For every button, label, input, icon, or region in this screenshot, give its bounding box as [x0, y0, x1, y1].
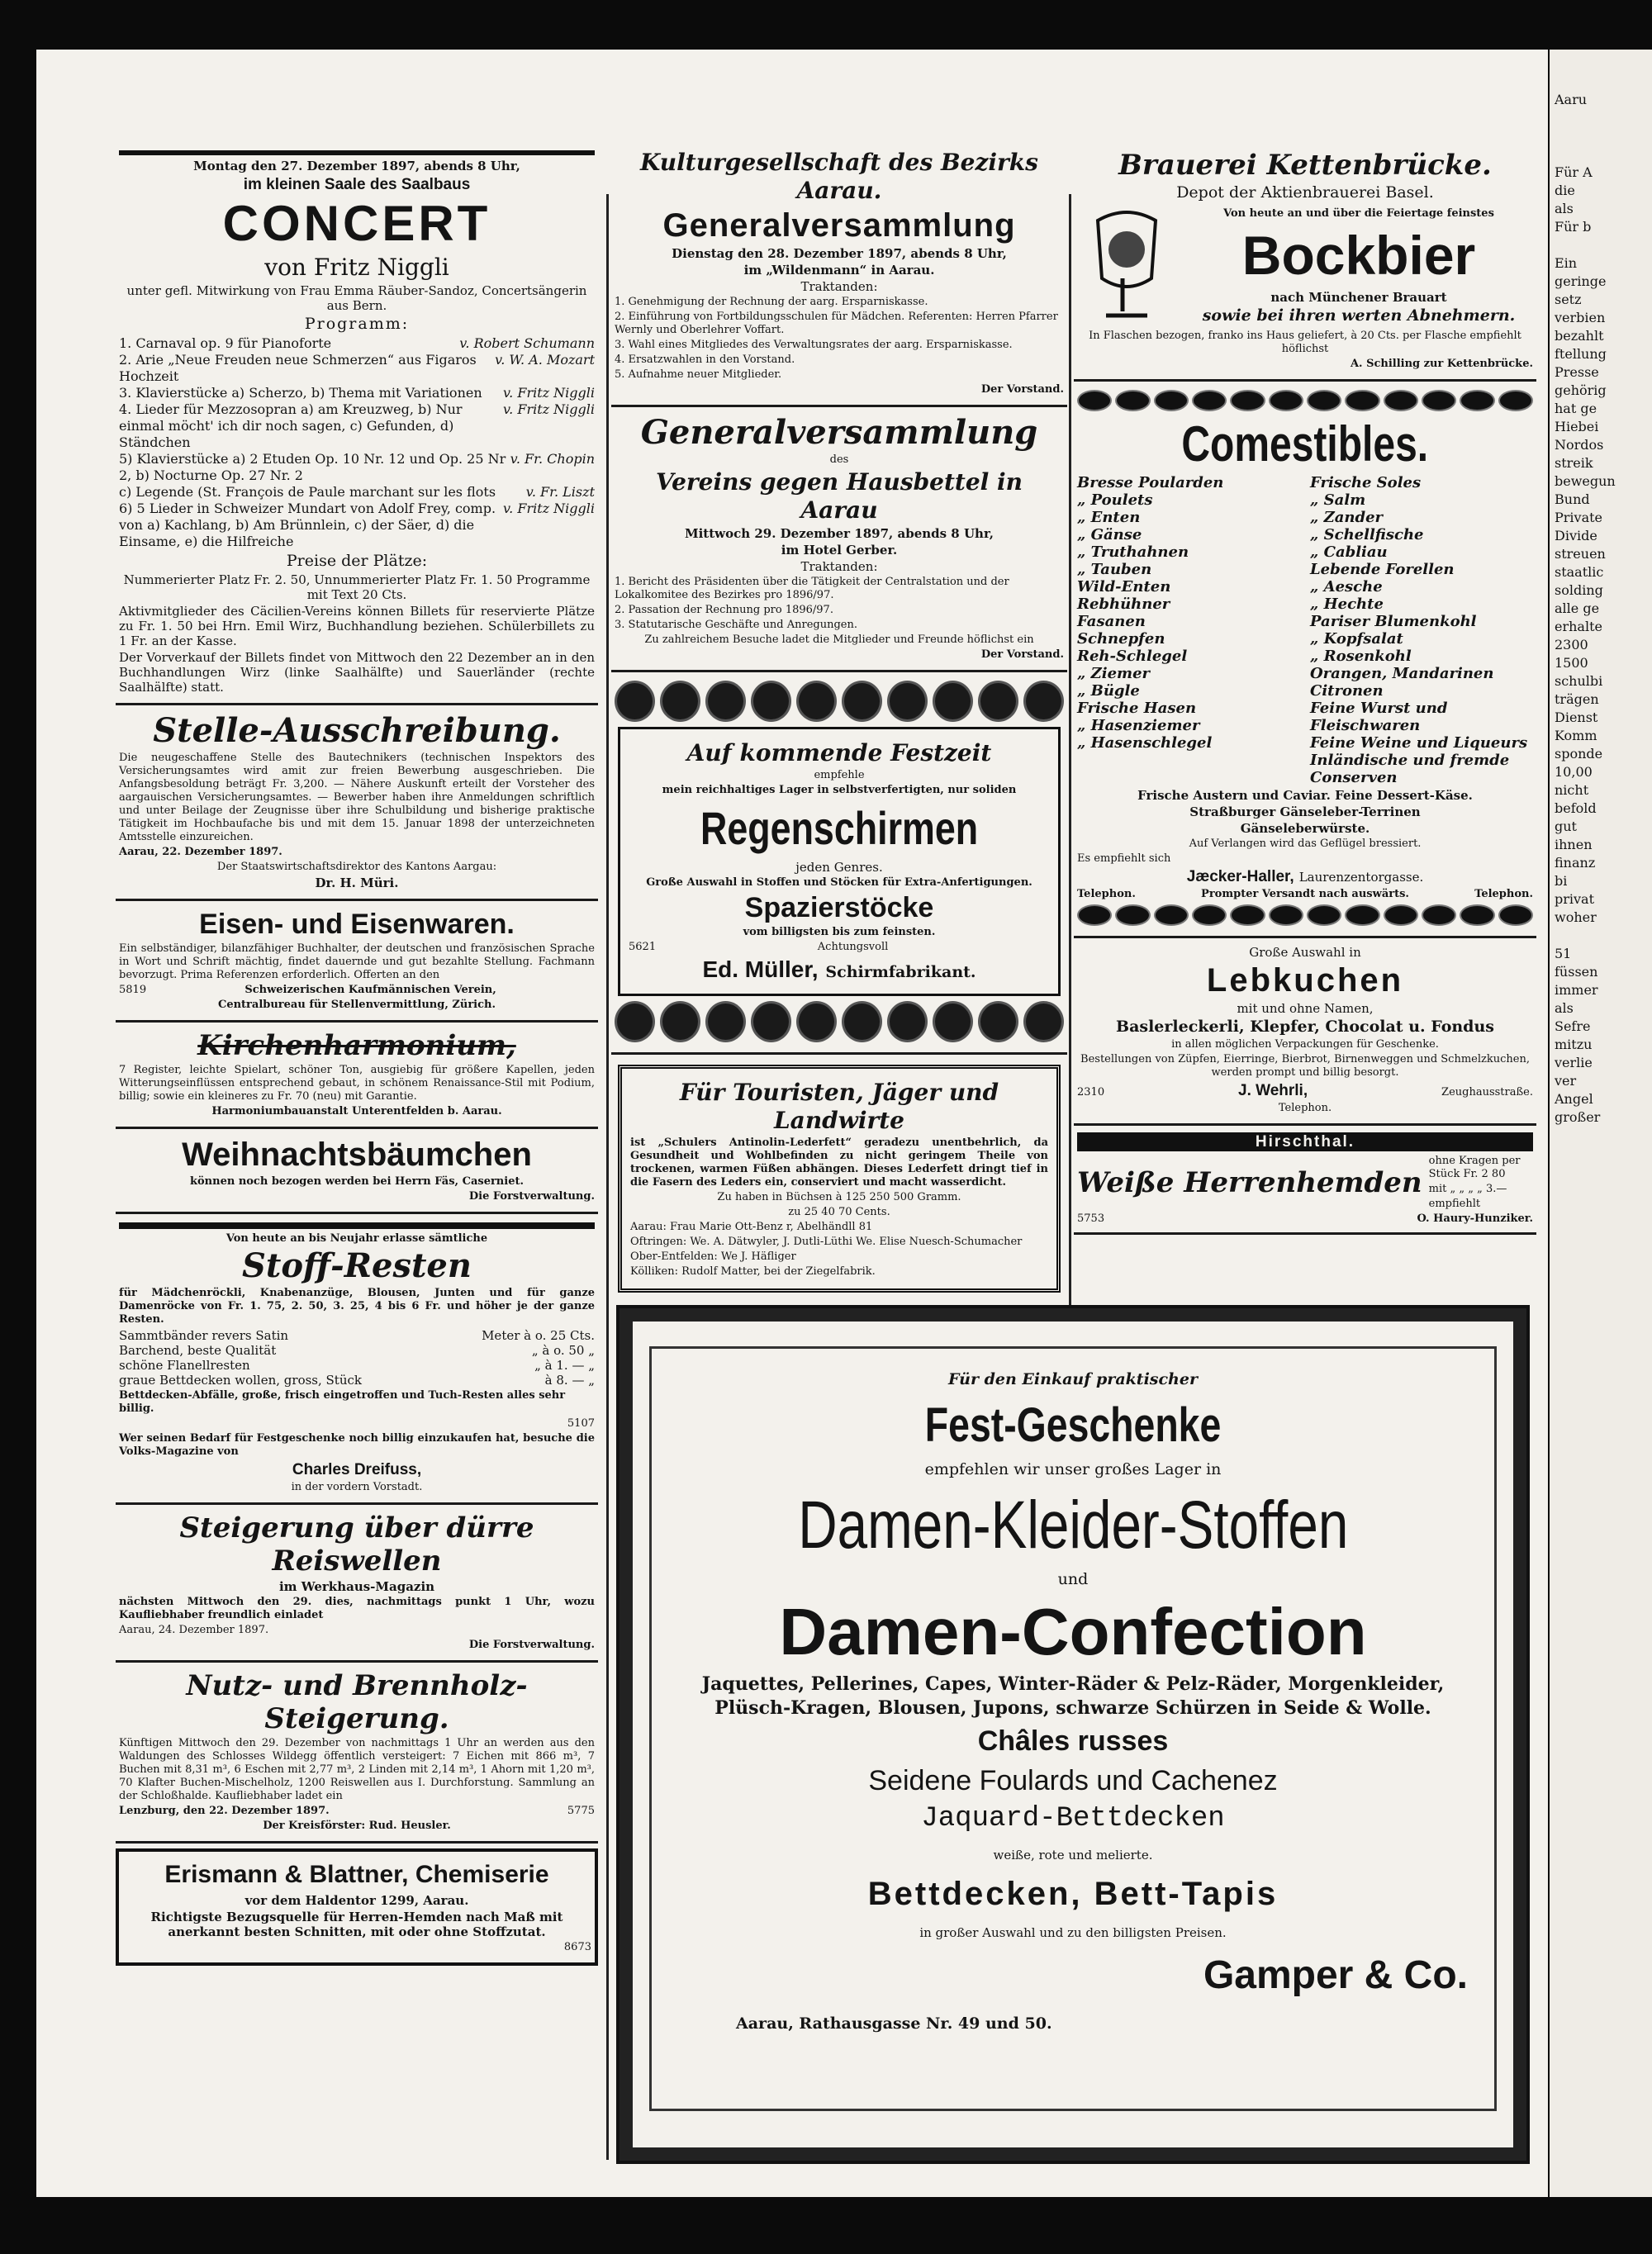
traktand-item: 1. Bericht des Präsidenten über die Tätigkeit der Centralstation und der Lokalkomitee des Bezirkes pro 1896/97. [615, 576, 1009, 601]
comestibles-item: „ Gänse [1077, 526, 1142, 543]
erismann-title: Erismann & Blattner, Chemiserie [164, 1861, 549, 1888]
program-heading: Programm: [304, 315, 410, 333]
comestibles-item: Reh-Schlegel [1077, 648, 1188, 665]
kultur-date: Dienstag den 28. Dezember 1897, abends 8 Uhr, [672, 246, 1007, 261]
stoff-row: Sammtbänder revers Satin Meter à o. 25 Cts. [119, 1328, 595, 1343]
hausbettel-des: des [829, 453, 849, 466]
nutz-num: 5775 [567, 1805, 595, 1817]
adjacent-text-fragment: streik [1555, 455, 1593, 471]
traktand-item: 4. Ersatzwahlen in den Vorstand. [615, 354, 795, 366]
adjacent-text-fragment: Bund [1555, 491, 1590, 507]
hausbettel-sign: Der Vorstand. [980, 648, 1064, 661]
brauerei-title: Brauerei Kettenbrücke. [1118, 149, 1492, 182]
adjacent-text-fragment [1550, 927, 1652, 945]
comestibles-line: Gänseleberwürste. [1240, 821, 1370, 836]
touristen-title: Für Touristen, Jäger und Landwirte [679, 1079, 999, 1134]
adjacent-text-fragment: Komm [1555, 728, 1597, 743]
traktand-item: 3. Wahl eines Mitgliedes des Verwaltungsrates der aarg. Ersparniskasse. [615, 339, 1013, 351]
fest-list1: Jaquettes, Pellerines, Capes, Winter-Räder & Pelz-Räder, Morgenkleider, [701, 1673, 1445, 1695]
comestibles-item: Feine Weine und Liqueurs [1310, 734, 1528, 752]
erismann-num: 8673 [563, 1941, 591, 1953]
nutz-body: Künftigen Mittwoch den 29. Dezember von nachmittags 1 Uhr an werden aus den Waldungen des Schlosses Wildegg öffentlich versteigert: 7 Eichen mit 866 m³, 7 Buchen mit 8,31 m³, 6 Eschen mit 2,77 m³, 2 Linden mit 2,14 m³, 1 Ahorn mit 1,20 m³, 70 Klafter Buchen-Mischelholz, 1200 Reiswellen aus I. Durchforstung. Sammlung an der Schloßhalde. Kaufliebhaber ladet ein [119, 1737, 595, 1802]
program-list [119, 335, 595, 550]
kultur-place: im „Wildenmann“ in Aarau. [743, 263, 935, 278]
adjacent-text-fragment: gehörig [1555, 382, 1607, 398]
fest-big1: Damen-Kleider-Stoffen [797, 1488, 1349, 1563]
store-line: Aarau: Frau Marie Ott-Benz r, Abelhändll 81 [630, 1221, 873, 1233]
adjacent-text-fragment: woher [1555, 909, 1597, 925]
hausbettel-place: im Hotel Gerber. [781, 543, 898, 558]
adjacent-text-fragment: verbien [1555, 310, 1606, 325]
stoff-row: Barchend, beste Qualität „ à o. 50 „ [119, 1343, 595, 1358]
touristen-cts: zu 25 40 70 Cents. [788, 1206, 890, 1218]
comestibles-item: Citronen [1310, 682, 1384, 700]
program-item: 2. Arie „Neue Freuden neue Schmerzen“ aus Figaros Hochzeit v. W. A. Mozart [119, 352, 595, 384]
comestibles-right [1310, 474, 1533, 786]
adjacent-text-fragment: 2300 [1555, 637, 1588, 652]
comestibles-list [1077, 474, 1533, 786]
adjacent-text-fragment: Private [1555, 510, 1603, 525]
program-item: 4. Lieder für Mezzosopran a) am Kreuzweg, b) Nur einmal möcht' ich dir noch sagen, c) Gefunden, d) Ständchen v. Fritz Niggli [119, 401, 595, 450]
adjacent-text-fragment: als [1555, 1000, 1574, 1016]
erismann-body: Richtigste Bezugsquelle für Herren-Hemden nach Maß mit anerkannt besten Schnitten, mit oder ohne Stoffzutat. [150, 1910, 563, 1939]
kultur-org: Kulturgesellschaft des Bezirks Aarau. [640, 149, 1038, 204]
lebkuchen-ad [1074, 938, 1536, 1126]
hausbettel-title: Generalversammlung [640, 413, 1038, 452]
eisen-title: Eisen- und Eisenwaren. [199, 909, 515, 940]
hemden-firm: O. Haury-Hunziker. [1417, 1212, 1533, 1225]
steig-date: Aarau, 24. Dezember 1897. [119, 1624, 269, 1636]
concert-note: Aktivmitglieder des Cäcilien-Vereins können Billets für reservierte Plätze zu Fr. 1. 50 bei Hrn. Emil Wirz, Buchhandlung beziehen. Schülerbillets zu 1 Fr. an der Kasse. [119, 604, 595, 648]
schirm-line2: empfehle [814, 769, 865, 781]
adjacent-text-fragment: schulbi [1555, 673, 1603, 689]
steig-body: nächsten Mittwoch den 29. dies, nachmittags punkt 1 Uhr, wozu Kaufliebhaber freundlich einladet [119, 1596, 595, 1621]
stoff-firm: Charles Dreifuss, [292, 1461, 422, 1478]
comestibles-line: Straßburger Gänseleber-Terrinen [1189, 804, 1421, 819]
schirm-firm-line [629, 956, 1050, 984]
comestibles-item: Fasanen [1077, 613, 1146, 630]
touristen-prices: Zu haben in Büchsen à 125 250 500 Gramm. [717, 1191, 961, 1203]
program-item: 1. Carnaval op. 9 für Pianoforte v. Robert Schumann [119, 335, 595, 351]
newspaper-page [36, 50, 1548, 2197]
kultur-title: Generalversammlung [662, 207, 1016, 244]
adjacent-text-fragment: 51 [1555, 946, 1572, 961]
adjacent-text-fragment: Ein [1555, 255, 1578, 271]
adjacent-text-fragment [1550, 127, 1652, 145]
ornament-border [615, 1001, 1064, 1042]
comestibles-item: Lebende Forellen [1310, 561, 1455, 578]
brauerei-line3: sowie bei ihren werten Abnehmern. [1202, 306, 1516, 325]
adjacent-text-fragment: privat [1555, 891, 1595, 907]
comestibles-item: Inländische und fremde Conserven [1310, 752, 1510, 786]
weihnacht-ad [116, 1129, 598, 1214]
eisen-bureau: Centralbureau für Stellenvermittlung, Zürich. [217, 999, 496, 1011]
stelle-place: Aarau, 22. Dezember 1897. [119, 846, 282, 858]
hemden-price: empfiehlt [1428, 1198, 1481, 1210]
stelle-ad [116, 705, 598, 901]
hausbettel-date: Mittwoch 29. Dezember 1897, abends 8 Uhr, [685, 526, 994, 541]
adjacent-text-fragment: geringe [1555, 273, 1607, 289]
schirm-ad [611, 672, 1067, 1055]
comestibles-item: „ Hasenschlegel [1077, 734, 1213, 752]
stoff-row: graue Bettdecken wollen, gross, Stück à 8. — „ [119, 1373, 595, 1388]
adjacent-text-fragment: als [1555, 201, 1574, 216]
adjacent-text-fragment: Für A [1555, 164, 1593, 180]
stelle-sign: Der Staatswirtschaftsdirektor des Kantons Aargau: [216, 861, 497, 873]
column-middle [611, 142, 1067, 1304]
adjacent-text-fragment: staatlic [1555, 564, 1604, 580]
comestibles-item: „ Hechte [1310, 596, 1384, 613]
adjacent-text-fragment: Presse [1555, 364, 1599, 380]
steigerung-ad [116, 1505, 598, 1663]
adjacent-text-fragment: Divide [1555, 528, 1597, 543]
fest-chales: Châles russes [977, 1725, 1169, 1757]
fest-geschenke-ad [615, 1297, 1531, 2167]
store-line: Ober-Entfelden: We J. Häfliger [630, 1250, 796, 1263]
comestibles-item: „ Tauben [1077, 561, 1152, 578]
traktand-item: 2. Passation der Rechnung pro 1896/97. [615, 604, 833, 616]
fest-big2: Damen-Confection [779, 1595, 1367, 1668]
eisen-num: 5819 [119, 984, 147, 996]
stelle-title: Stelle-Ausschreibung. [153, 711, 561, 750]
kirchen-title: Kirchenharmonium, [197, 1029, 516, 1062]
lebkuchen-num: 2310 [1077, 1086, 1105, 1099]
fest-firm: Gamper & Co. [1203, 1953, 1468, 1997]
stoff-num: 5107 [567, 1417, 595, 1430]
program-item: 5) Klavierstücke a) 2 Etuden Op. 10 Nr. 12 und Op. 25 Nr 2, b) Nocturne Op. 27 Nr. 2 v. Fr. Chopin [119, 451, 595, 483]
store-line: Kölliken: Rudolf Matter, bei der Ziegelfabrik. [630, 1265, 876, 1278]
prices-heading: Preise der Plätze: [286, 552, 428, 570]
comestibles-item: „ Schellfische [1310, 526, 1424, 543]
adjacent-text-fragment: alle ge [1555, 600, 1600, 616]
fest-line2: empfehlen wir unser großes Lager in [924, 1460, 1222, 1478]
fest-auswahl: in großer Auswahl und zu den billigsten Preisen. [919, 1925, 1227, 1940]
comestibles-item: „ Ziemer [1077, 665, 1151, 682]
column-rule [606, 194, 609, 2160]
eisen-verein: Schweizerischen Kaufmännischen Verein, [244, 984, 496, 996]
adjacent-text-fragment: trägen [1555, 691, 1599, 707]
column-right [1074, 142, 1536, 1235]
comestibles-item: Schnepfen [1077, 630, 1165, 648]
brauerei-sign: A. Schilling zur Kettenbrücke. [1350, 358, 1533, 370]
stoff-row: schöne Flanellresten „ à 1. — „ [119, 1358, 595, 1373]
traktand-item: 1. Genehmigung der Rechnung der aarg. Ersparniskasse. [615, 296, 928, 308]
ornament-border [1077, 390, 1533, 411]
adjacent-text-fragment: streuen [1555, 546, 1606, 562]
stoff-addr: in der vordern Vorstadt. [291, 1481, 423, 1493]
comestibles-item: Feine Wurst und Fleischwaren [1310, 700, 1448, 734]
adjacent-text-fragment: sponde [1555, 746, 1603, 762]
adjacent-text-fragment [1550, 236, 1652, 254]
nutzholz-ad [116, 1663, 598, 1844]
hausbettel-invite: Zu zahlreichem Besuche ladet die Mitglieder und Freunde höflichst ein [644, 633, 1034, 646]
stoff-intro: Von heute an bis Neujahr erlasse sämtliche [225, 1232, 488, 1245]
adjacent-text-fragment: ftellung [1555, 346, 1607, 362]
comestibles-item: „ Bügle [1077, 682, 1140, 700]
comestibles-item: „ Rosenkohl [1310, 648, 1412, 665]
comestibles-item: „ Truthahnen [1077, 543, 1189, 561]
store-line: Oftringen: We. A. Dätwyler, J. Dutli-Lüthi We. Elise Nuesch-Schumacher [630, 1236, 1023, 1248]
comestibles-item: „ Poulets [1077, 491, 1153, 509]
stoff-bedarf: Wer seinen Bedarf für Festgeschenke noch billig einzukaufen hat, besuche die Volks-Magazine von [119, 1432, 595, 1458]
program-item: 6) 5 Lieder in Schweizer Mundart von Adolf Frey, comp. von a) Kachlang, b) Am Brünnlein, c) der Säer, d) die Einsame, e) die Hilfreiche v. Fritz Niggli [119, 501, 595, 549]
brauerei-line4: In Flaschen bezogen, franko ins Haus geliefert, à 20 Cts. per Flasche empfiehlt höflichst [1089, 330, 1521, 355]
schirm-firm: Ed. Müller, [702, 956, 819, 982]
hemden-price: mit „ „ „ „ 3.— [1428, 1183, 1507, 1195]
schirm-num: 5621 [629, 941, 657, 953]
program-item: 3. Klavierstücke a) Scherzo, b) Thema mit Variationen v. Fritz Niggli [119, 385, 595, 401]
concert-note: Der Vorverkauf der Billets findet von Mittwoch den 22 Dezember an in den Buchhandlungen Wirz (linke Saalhälfte) und Sauerländer (rechte Saalhälfte) statt. [119, 650, 595, 695]
stelle-signer: Dr. H. Müri. [315, 876, 399, 890]
adjacent-page-edge [1550, 50, 1652, 2197]
schirm-line3: mein reichhaltiges Lager in selbstverfertigten, nur soliden [662, 784, 1017, 796]
comestibles-line: Frische Austern und Caviar. Feine Dessert-Käse. [1137, 788, 1473, 803]
comestibles-item: Wild-Enten [1077, 578, 1171, 596]
hausbettel-ad [611, 407, 1067, 672]
adjacent-text-fragment: füssen [1555, 964, 1598, 980]
concert-ad [116, 142, 598, 705]
adjacent-text-fragment: hat ge [1555, 401, 1597, 416]
fest-addr: Aarau, Rathausgasse Nr. 49 und 50. [736, 2014, 1052, 2033]
ornament-border [615, 681, 1064, 722]
comestibles-item: Frische Hasen [1077, 700, 1197, 717]
erismann-ad [116, 1848, 598, 1966]
column-left [116, 142, 598, 1966]
beer-glass-icon [1077, 204, 1176, 328]
weihnacht-body: können noch bezogen werden bei Herrn Fäs, Caserniet. [189, 1175, 524, 1188]
comestibles-item: „ Hasenziemer [1077, 717, 1200, 734]
kirchen-firm: Harmoniumbauanstalt Unterentfelden b. Aarau. [211, 1105, 502, 1118]
lebkuchen-line3: Baslerleckerli, Klepfer, Chocolat u. Fondus [1116, 1018, 1494, 1036]
concert-title: CONCERT [222, 196, 491, 251]
fest-list2: Plüsch-Kragen, Blousen, Jupons, schwarze Schürzen in Seide & Wolle. [714, 1697, 1431, 1719]
adjacent-text-fragment: ihnen [1555, 837, 1593, 852]
fest-weisse: weiße, rote und melierte. [993, 1848, 1153, 1863]
adjacent-text-fragment: Angel [1555, 1091, 1593, 1107]
schirm-line5: Große Auswahl in Stoffen und Stöcken für Extra-Anfertigungen. [646, 876, 1032, 889]
kultur-items [615, 296, 1064, 382]
adjacent-text-fragment: ver [1555, 1073, 1577, 1089]
adjacent-text-fragment: setz [1555, 292, 1582, 307]
adjacent-text-fragment: Nordos [1555, 437, 1604, 453]
comestibles-versand: Prompter Versandt nach auswärts. [1201, 888, 1409, 900]
schirm-line6: vom billigsten bis zum feinsten. [743, 926, 936, 938]
hemden-num: 5753 [1077, 1212, 1105, 1225]
adjacent-text-fragment: erhalte [1555, 619, 1602, 634]
adjacent-text-fragment: gut [1555, 819, 1577, 834]
tel-left: Telephon. [1077, 888, 1136, 900]
nutz-title: Nutz- und Brennholz-Steigerung. [186, 1669, 528, 1735]
traktand-item: 2. Einführung von Fortbildungsschulen für Mädchen. Referenten: Herren Pfarrer Wernly und Oberlehrer Voffart. [615, 311, 1058, 336]
stoff-ad [116, 1214, 598, 1505]
schirm-firm2: Schirmfabrikant. [825, 963, 976, 981]
nutz-sign: Der Kreisförster: Rud. Heusler. [263, 1820, 451, 1832]
adjacent-text-fragment: Für b [1555, 219, 1592, 235]
comestibles-item: „ Enten [1077, 509, 1141, 526]
hausbettel-items [615, 576, 1064, 632]
concert-date: Montag den 27. Dezember 1897, abends 8 Uhr, [193, 159, 520, 173]
kultur-trakt: Traktanden: [800, 279, 878, 294]
touristen-body: ist „Schulers Antinolin-Lederfett“ geradezu unentbehrlich, da Gesundheit und Wohlbefinden zu nicht geringem Theile von trockenen, warmen Füßen abhängen. Dieses Lederfett dringt tief in die Fasern des Leders ein, conserviert und macht wasserdicht. [630, 1136, 1048, 1189]
steig-title: Steigerung über dürre Reiswellen [179, 1511, 534, 1578]
fest-jaquard: Jaquard-Bettdecken [921, 1803, 1225, 1834]
adjacent-text-fragment: bezahlt [1555, 328, 1604, 344]
nutz-place: Lenzburg, den 22. Dezember 1897. [119, 1805, 330, 1817]
lebkuchen-tel: Telephon. [1278, 1102, 1332, 1114]
comestibles-item: Pariser Blumenkohl [1310, 613, 1477, 630]
fest-title: Fest-Geschenke [924, 1398, 1222, 1452]
adjacent-text-fragment: Sefre [1555, 1018, 1591, 1034]
hirschthal-bar: Hirschthal. [1077, 1132, 1533, 1151]
hausbettel-trakt: Traktanden: [800, 559, 878, 574]
comestibles-item: Bresse Poularden [1077, 474, 1224, 491]
kirchen-body: 7 Register, leichte Spielart, schöner Ton, ausgiebig für größere Kapellen, jeden Witterungseinflüssen entsprechend gebaut, in schönem Renaissance-Stil mit Podium, billig; sowie ein kleineres zu Fr. 70 (neu) mit Garantie. [119, 1064, 595, 1103]
adjacent-text-fragment: finanz [1555, 855, 1596, 871]
adjacent-text-fragment: befold [1555, 800, 1597, 816]
bockbier-title: Bockbier [1241, 224, 1476, 286]
lebkuchen-title: Lebkuchen [1206, 962, 1404, 999]
adjacent-text-fragment [1550, 109, 1652, 127]
comestibles-item: „ Cabliau [1310, 543, 1388, 561]
kultur-ad [611, 142, 1067, 407]
adjacent-text-fragment: mitzu [1555, 1037, 1593, 1052]
schirm-line1: Auf kommende Festzeit [686, 739, 992, 766]
steig-place: im Werkhaus-Magazin [278, 1579, 435, 1594]
schirm-line4: jeden Genres. [795, 860, 883, 875]
adjacent-text-fragment: Aaru [1555, 92, 1588, 107]
kirchen-ad [116, 1023, 598, 1129]
adjacent-text-fragment: verlie [1555, 1055, 1593, 1070]
stoff-title: Stoff-Resten [242, 1246, 472, 1285]
comestibles-line: Auf Verlangen wird das Geflügel bressiert. [1189, 838, 1422, 850]
fest-line1: Für den Einkauf praktischer [948, 1370, 1198, 1388]
erismann-addr: vor dem Haldentor 1299, Aarau. [244, 1893, 469, 1908]
hemden-ad [1074, 1126, 1536, 1235]
schirm-title2: Spazierstöcke [744, 892, 934, 923]
schirm-title: Regenschirmen [700, 802, 979, 854]
weihnacht-title: Weihnachtsbäumchen [182, 1136, 532, 1173]
comestibles-addr: Laurenzentorgasse. [1298, 870, 1424, 885]
brauerei-line2: nach Münchener Brauart [1270, 289, 1447, 305]
ornament-border [1077, 904, 1533, 926]
lebkuchen-line1: Große Auswahl in [1249, 945, 1361, 960]
steig-sign: Die Forstverwaltung. [468, 1639, 595, 1651]
comestibles-line: Es empfiehlt sich [1077, 852, 1171, 865]
weihnacht-sign: Die Forstverwaltung. [468, 1190, 595, 1203]
comestibles-firm: Jæcker-Haller, [1186, 868, 1294, 885]
adjacent-text-fragment: nicht [1555, 782, 1589, 798]
adjacent-text-fragment: bewegun [1555, 473, 1616, 489]
brauerei-line1: Von heute an und über die Feiertage feinstes [1223, 206, 1494, 220]
fest-foulards: Seidene Foulards und Cachenez [868, 1765, 1278, 1796]
concert-by: von Fritz Niggli [264, 254, 449, 281]
traktand-item: 3. Statutarische Geschäfte und Anregungen. [615, 619, 857, 631]
adjacent-text-fragment: bi [1555, 873, 1568, 889]
brauerei-ad [1074, 142, 1536, 382]
fest-und: und [1057, 1570, 1089, 1588]
adjacent-text-fragment: 10,00 [1555, 764, 1593, 780]
comestibles-item: Rebhühner [1077, 596, 1170, 613]
adjacent-text-fragment: immer [1555, 982, 1598, 998]
adjacent-text-fragment [1550, 145, 1652, 164]
lebkuchen-line2: mit und ohne Namen, [1237, 1001, 1374, 1016]
hausbettel-verein: Vereins gegen Hausbettel in Aarau [655, 468, 1023, 524]
concert-with: unter gefl. Mitwirkung von Frau Emma Räuber-Sandoz, Concertsängerin aus Bern. [126, 283, 587, 313]
adjacent-text-fragment: die [1555, 183, 1575, 198]
stoff-extra: Bettdecken-Abfälle, große, frisch eingetroffen und Tuch-Resten alles sehr billig. [119, 1389, 566, 1415]
prices-text: Nummerierter Platz Fr. 2. 50, Unnummerierter Platz Fr. 1. 50 Programme mit Text 20 Cts. [123, 572, 591, 602]
eisen-ad [116, 901, 598, 1023]
adjacent-text-fragment: 1500 [1555, 655, 1588, 671]
traktand-item: 5. Aufnahme neuer Mitglieder. [615, 368, 782, 381]
comestibles-left [1077, 474, 1300, 786]
lebkuchen-addr: Zeughausstraße. [1441, 1086, 1533, 1099]
hemden-price: ohne Kragen per Stück Fr. 2 80 [1428, 1155, 1521, 1180]
lebkuchen-line5: Bestellungen von Züpfen, Eierringe, Bierbrot, Birnenweggen und Schmelzkuchen, werden prompt und billig besorgt. [1080, 1053, 1530, 1079]
adjacent-text-fragment: Hiebei [1555, 419, 1599, 434]
comestibles-ad [1074, 382, 1536, 938]
comestibles-item: „ Zander [1310, 509, 1384, 526]
lebkuchen-firm: J. Wehrli, [1238, 1082, 1308, 1099]
brauerei-sub: Depot der Aktienbrauerei Basel. [1176, 183, 1434, 202]
touristen-stores [630, 1221, 1048, 1279]
eisen-body: Ein selbständiger, bilanzfähiger Buchhalter, der deutschen und französischen Sprache in Wort und Schrift mächtig, findet dauernde und gut bezahlte Stellung. Fachmann bevorzugt. Prima Referenzen erforderlich. Offerten an den [119, 942, 595, 981]
stoff-body: für Mädchenröckli, Knabenanzüge, Blousen, Junten und für ganze Damenröcke von Fr. 1. 75, 2. 50, 3. 25, 4 bis 6 Fr. und höher je der ganze Resten. [119, 1287, 595, 1326]
fest-bett: Bettdecken, Bett-Tapis [867, 1876, 1279, 1912]
kultur-sign: Der Vorstand. [980, 383, 1064, 396]
tel-right: Telephon. [1474, 888, 1533, 900]
adjacent-text-fragment: Dienst [1555, 709, 1598, 725]
comestibles-item: „ Aesche [1310, 578, 1383, 596]
adjacent-text-fragment: großer [1555, 1109, 1601, 1125]
comestibles-item: „ Kopfsalat [1310, 630, 1403, 648]
comestibles-item: Frische Soles [1310, 474, 1422, 491]
stelle-body: Die neugeschaffene Stelle des Bautechnikers (technischen Inspektors des Versicherungsamtes wird amit zur freien Bewerbung ausgeschrieben. Die Anfangsbesoldung beträgt Fr. 3,200. — Nähere Auskunft erteilt der Vorsteher des aargauischen Versicherungsamtes. — Bewerber haben ihre Anmeldungen schriftlich und unter Beilage der Zeugnisse über ihre Schulbildung und bisherige praktische Tätigkeit im Hochbaufache bis und mit dem 15. Januar 1898 der unterzeichneten Amtsstelle einzureichen. [119, 752, 595, 843]
adjacent-text-fragment: solding [1555, 582, 1603, 598]
adjacent-page-text [1550, 50, 1652, 1127]
lebkuchen-line4: in allen möglichen Verpackungen für Geschenke. [1171, 1038, 1439, 1051]
comestibles-item: Orangen, Mandarinen [1310, 665, 1494, 682]
column-rule [1069, 194, 1071, 1350]
concert-venue: im kleinen Saale des Saalbaus [243, 176, 471, 193]
program-item: c) Legende (St. François de Paule marchant sur les flots v. Fr. Liszt [119, 484, 595, 500]
schirm-respect: Achtungsvoll [817, 941, 889, 953]
comestibles-title: Comestibles. [1181, 416, 1429, 472]
touristen-ad [611, 1055, 1067, 1304]
comestibles-item: „ Salm [1310, 491, 1366, 509]
hemden-title: Weiße Herrenhemden [1077, 1166, 1422, 1199]
